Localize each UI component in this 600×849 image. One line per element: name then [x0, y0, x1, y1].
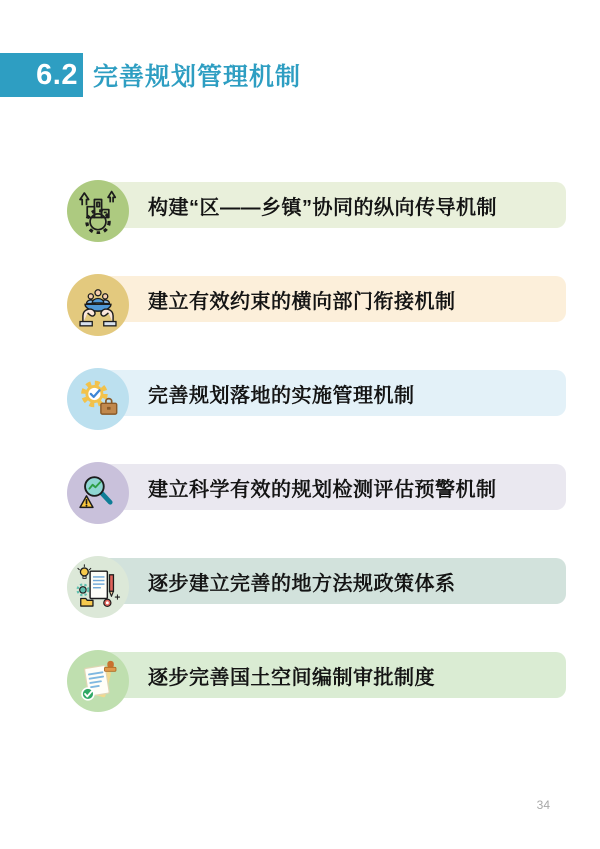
list-item — [0, 368, 600, 432]
list-item — [0, 180, 600, 244]
policy-document-icon — [67, 556, 129, 618]
item-label: 逐步建立完善的地方法规政策体系 — [148, 572, 456, 595]
magnifier-alert-icon — [67, 462, 129, 524]
list-item — [0, 650, 600, 714]
gear-check-briefcase-icon — [67, 368, 129, 430]
item-label: 建立科学有效的规划检测评估预警机制 — [148, 478, 497, 501]
page-number: 34 — [536, 798, 550, 812]
factory-growth-icon — [67, 180, 129, 242]
list-item — [0, 274, 600, 338]
item-label: 建立有效约束的横向部门衔接机制 — [148, 290, 456, 313]
page-title: 完善规划管理机制 — [93, 63, 302, 91]
list-item — [0, 462, 600, 526]
item-label: 逐步完善国土空间编制审批制度 — [148, 666, 435, 689]
hands-holding-team-icon — [67, 274, 129, 336]
section-number-badge: 6.2 — [0, 53, 83, 97]
item-label: 完善规划落地的实施管理机制 — [148, 384, 415, 407]
list-item — [0, 556, 600, 620]
item-label: 构建“区——乡镇”协同的纵向传导机制 — [148, 196, 497, 219]
approved-document-icon — [67, 650, 129, 712]
